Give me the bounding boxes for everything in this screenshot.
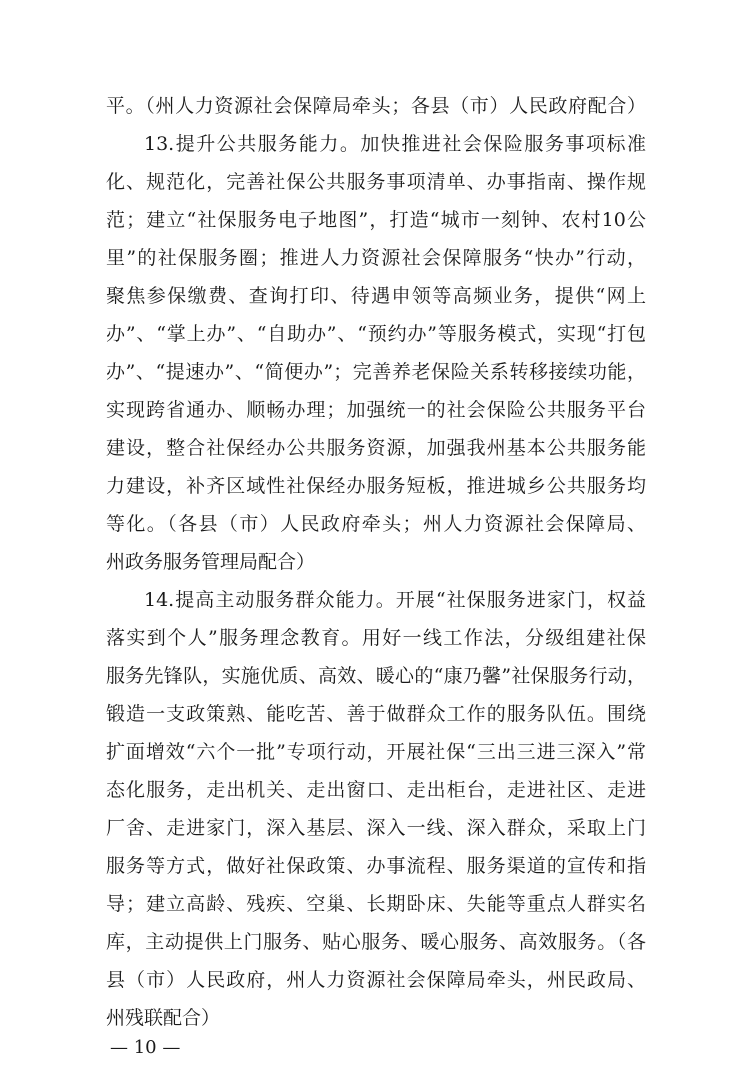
paragraph-line: 范；建立“社保服务电子地图”，打造“城市一刻钟、农村10公 [106, 209, 646, 231]
paragraph-line: 导；建立高龄、残疾、空巢、长期卧床、失能等重点人群实名 [106, 893, 646, 915]
paragraph-line: 服务等方式，做好社保政策、办事流程、服务渠道的宣传和指 [106, 855, 646, 877]
paragraph-line: 州残联配合） [106, 1007, 221, 1029]
paragraph-line: 里”的社保服务圈；推进人力资源社会保障服务“快办”行动， [106, 247, 646, 269]
paragraph-line: 扩面增效“六个一批”专项行动，开展社保“三出三进三深入”常 [106, 741, 646, 763]
paragraph-line: 实现跨省通办、顺畅办理；加强统一的社会保险公共服务平台 [106, 399, 646, 421]
paragraph-line: 办”、“提速办”、“简便办”；完善养老保险关系转移接续功能， [106, 361, 646, 383]
paragraph-line: 州政务服务管理局配合） [106, 551, 316, 573]
section-14-heading-line: 14.提高主动服务群众能力。开展“社保服务进家门，权益 [144, 589, 646, 611]
section-13-heading-line: 13.提升公共服务能力。加快推进社会保险服务事项标准 [144, 133, 646, 155]
paragraph-line: 化、规范化，完善社保公共服务事项清单、办事指南、操作规 [106, 171, 646, 193]
paragraph-line: 聚焦参保缴费、查询打印、待遇申领等高频业务，提供“网上 [106, 285, 646, 307]
paragraph-line: 态化服务，走出机关、走出窗口、走出柜台，走进社区、走进 [106, 779, 646, 801]
paragraph-line: 服务先锋队，实施优质、高效、暖心的“康乃馨”社保服务行动， [106, 665, 646, 687]
page-number: — 10 — [110, 1037, 181, 1058]
paragraph-line: 锻造一支政策熟、能吃苦、善于做群众工作的服务队伍。围绕 [106, 703, 646, 725]
paragraph-line: 厂舍、走进家门，深入基层、深入一线、深入群众，采取上门 [106, 817, 646, 839]
paragraph-line: 库，主动提供上门服务、贴心服务、暖心服务、高效服务。（各 [106, 931, 646, 953]
paragraph-line: 建设，整合社保经办公共服务资源，加强我州基本公共服务能 [106, 437, 646, 459]
paragraph-line: 平。（州人力资源社会保障局牵头；各县（市）人民政府配合） [106, 95, 646, 117]
paragraph-line: 办”、“掌上办”、“自助办”、“预约办”等服务模式，实现“打包 [106, 323, 646, 345]
paragraph-line: 力建设，补齐区域性社保经办服务短板，推进城乡公共服务均 [106, 475, 646, 497]
paragraph-line: 落实到个人”服务理念教育。用好一线工作法，分级组建社保 [106, 627, 646, 649]
paragraph-line: 等化。（各县（市）人民政府牵头；州人力资源社会保障局、 [106, 513, 646, 535]
paragraph-line: 县（市）人民政府，州人力资源社会保障局牵头，州民政局、 [106, 969, 646, 991]
